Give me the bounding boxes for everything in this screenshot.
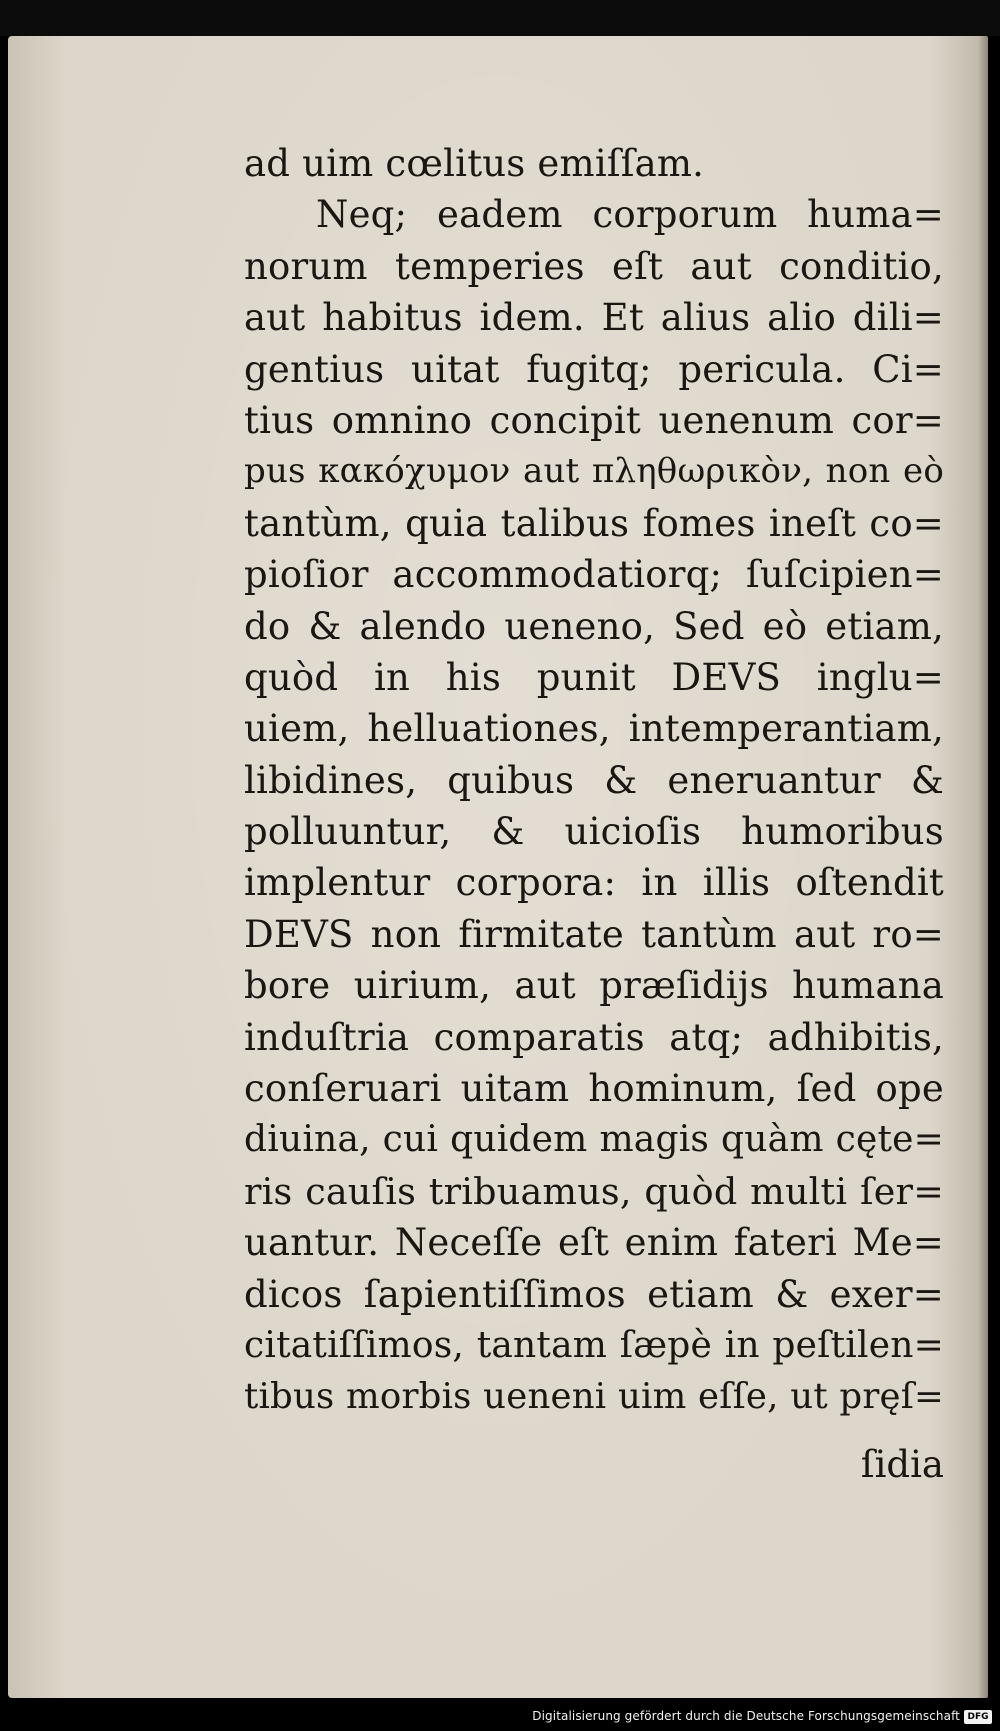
text-line: tibus morbis ueneni uim eſſe, ut pręſ= xyxy=(244,1376,944,1418)
text-line: induſtria comparatis atq; adhibitis, xyxy=(244,1015,944,1059)
catchword: ſidia xyxy=(860,1443,944,1486)
text-line: norum temperies eſt aut conditio, xyxy=(244,244,944,288)
text-line: citatiſſimos, tantam ſæpè in peſtilen= xyxy=(244,1324,944,1366)
text-line: uiem, helluationes, intemperantiam, xyxy=(244,707,944,751)
text-line: do & alendo ueneno, Sed eò etiam, xyxy=(244,604,944,648)
text-line: Neq; eadem corporum huma= xyxy=(316,193,944,237)
text-line: DEVS non firmitate tantùm aut ro= xyxy=(244,912,944,956)
text-line: polluuntur, & uicioſis humoribus xyxy=(244,810,944,854)
page-text xyxy=(244,138,944,1423)
text-line: gentius uitat fugitq; pericula. Ci= xyxy=(244,347,944,391)
text-line: uantur. Neceſſe eſt enim fateri Me= xyxy=(244,1221,944,1265)
text-line: tius omnino concipit uenenum cor= xyxy=(244,398,944,442)
text-line: diuina, cui quidem magis quàm cęte= xyxy=(244,1119,944,1161)
text-line: pioſior accommodatiorq; ſuſcipien= xyxy=(244,553,944,597)
footer-bar xyxy=(0,1698,1000,1731)
text-line: libidines, quibus & eneruantur & xyxy=(244,758,944,802)
scan-top-border xyxy=(0,0,1000,36)
text-line: implentur corpora: in illis oſtendit xyxy=(244,861,944,905)
text-line: dicos ſapientiſſimos etiam & exer= xyxy=(244,1272,944,1316)
page-edge-shadow xyxy=(978,36,988,1698)
dfg-logo-icon: DFG xyxy=(964,1710,992,1724)
text-line: conſeruari uitam hominum, ſed ope xyxy=(244,1067,944,1111)
text-line: bore uirium, aut præſidijs humana xyxy=(244,964,944,1008)
text-line: tantùm, quia talibus fomes ineſt co= xyxy=(244,501,944,545)
text-line: pus κακόχυμον aut πληθωρικὸν, non eò xyxy=(244,451,944,492)
text-line: ris cauſis tribuamus, quòd multi ſer= xyxy=(244,1169,944,1213)
text-line: aut habitus idem. Et alius alio dili= xyxy=(244,296,944,340)
text-line: ad uim cœlitus emiſſam. xyxy=(244,142,705,185)
funding-credit: Digitalisierung gefördert durch die Deutsche Forschungsgemeinschaft xyxy=(532,1709,960,1723)
text-line: quòd in his punit DEVS inglu= xyxy=(244,655,944,699)
